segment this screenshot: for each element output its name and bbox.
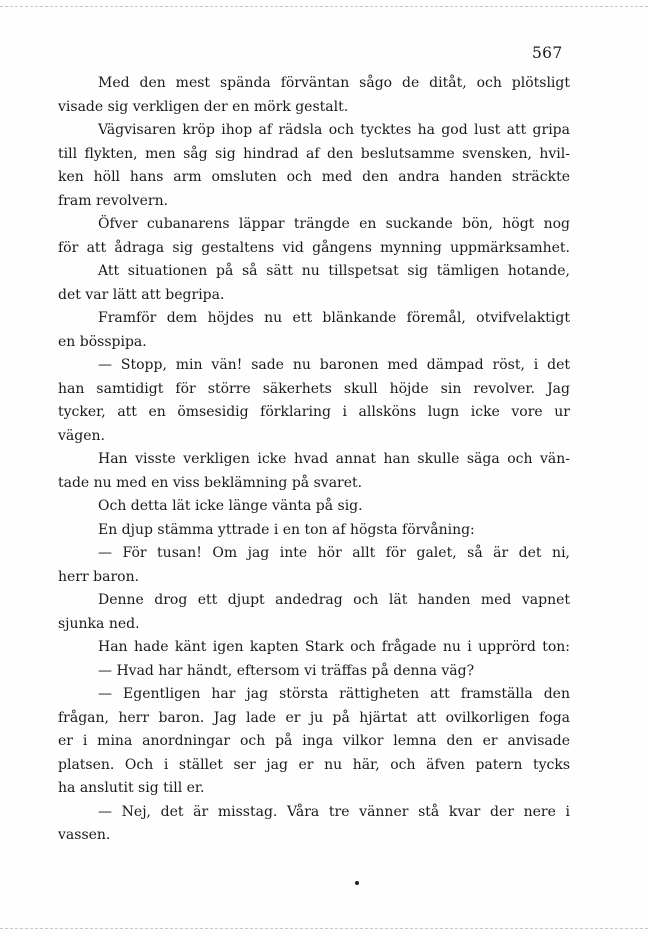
text-line: Öfver cubanarens läppar trängde en suckande bön, högt nog <box>98 216 570 232</box>
text-line: Han visste verkligen icke hvad annat han skulle säga och vän- <box>98 451 570 467</box>
text-line: — Stopp, min vän! sade nu baronen med dämpad röst, i det <box>98 357 570 373</box>
text-line: Att situationen på så sätt nu tillspetsat sig tämligen hotande, <box>98 263 570 279</box>
text-line: vägen. <box>58 427 105 444</box>
text-line: er i mina anordningar och på inga vilkor lemna den er anvisade <box>58 733 570 749</box>
text-line: Med den mest spända förväntan sågo de ditåt, och plötsligt <box>98 75 570 91</box>
text-line: Framför dem höjdes nu ett blänkande föremål, otvifvelaktigt <box>98 310 570 326</box>
text-line: Denne drog ett djupt andedrag och lät handen med vapnet <box>98 592 570 608</box>
text-line: visade sig verkligen der en mörk gestalt. <box>58 98 349 115</box>
text-line: ken höll hans arm omsluten och med den andra handen sträckte <box>58 169 570 185</box>
text-line: en bösspipa. <box>58 333 147 350</box>
text-line: det var lätt att begripa. <box>58 286 225 303</box>
text-line: platsen. Och i stället ser jag er nu här, och äfven patern tycks <box>58 756 570 773</box>
text-line: tycker, att en ömsesidig förklaring i allsköns lugn icke vore ur <box>58 404 570 420</box>
text-line: — För tusan! Om jag inte hör allt för galet, så är det ni, <box>98 545 570 561</box>
text-line: fram revolvern. <box>58 192 169 209</box>
scan-bottom-edge <box>0 928 648 929</box>
text-line: Han hade känt igen kapten Stark och frågade nu i upprörd ton: <box>98 639 570 655</box>
text-line: ha anslutit sig till er. <box>58 780 205 796</box>
text-line: tade nu med en viss beklämning på svaret. <box>58 474 363 491</box>
text-line: för att ådraga sig gestaltens vid gångens mynning uppmärksamhet. <box>58 239 570 256</box>
page-number: 567 <box>532 44 563 62</box>
text-line: En djup stämma yttrade i en ton af högsta förvåning: <box>98 521 475 538</box>
print-speck <box>355 881 359 885</box>
text-line: — Hvad har händt, eftersom vi träffas på denna väg? <box>98 662 475 679</box>
text-line: sjunka ned. <box>58 615 140 632</box>
scan-top-edge <box>0 6 648 7</box>
text-line: herr baron. <box>58 568 140 585</box>
text-line: Och detta lät icke länge vänta på sig. <box>98 498 363 514</box>
text-line: frågan, herr baron. Jag lade er ju på hjärtat att ovilkorligen foga <box>58 709 570 726</box>
body-text <box>58 72 570 848</box>
text-line: han samtidigt för större säkerhets skull höjde sin revolver. Jag <box>58 380 570 397</box>
text-line: — Nej, det är misstag. Våra tre vänner stå kvar der nere i <box>98 803 570 820</box>
text-line: — Egentligen har jag största rättigheten att framställa den <box>98 686 570 702</box>
text-line: vassen. <box>58 827 111 843</box>
text-line: Vägvisaren kröp ihop af rädsla och tycktes ha god lust att gripa <box>98 122 570 138</box>
text-line: till flykten, men såg sig hindrad af den beslutsamme svensken, hvil- <box>58 145 570 162</box>
